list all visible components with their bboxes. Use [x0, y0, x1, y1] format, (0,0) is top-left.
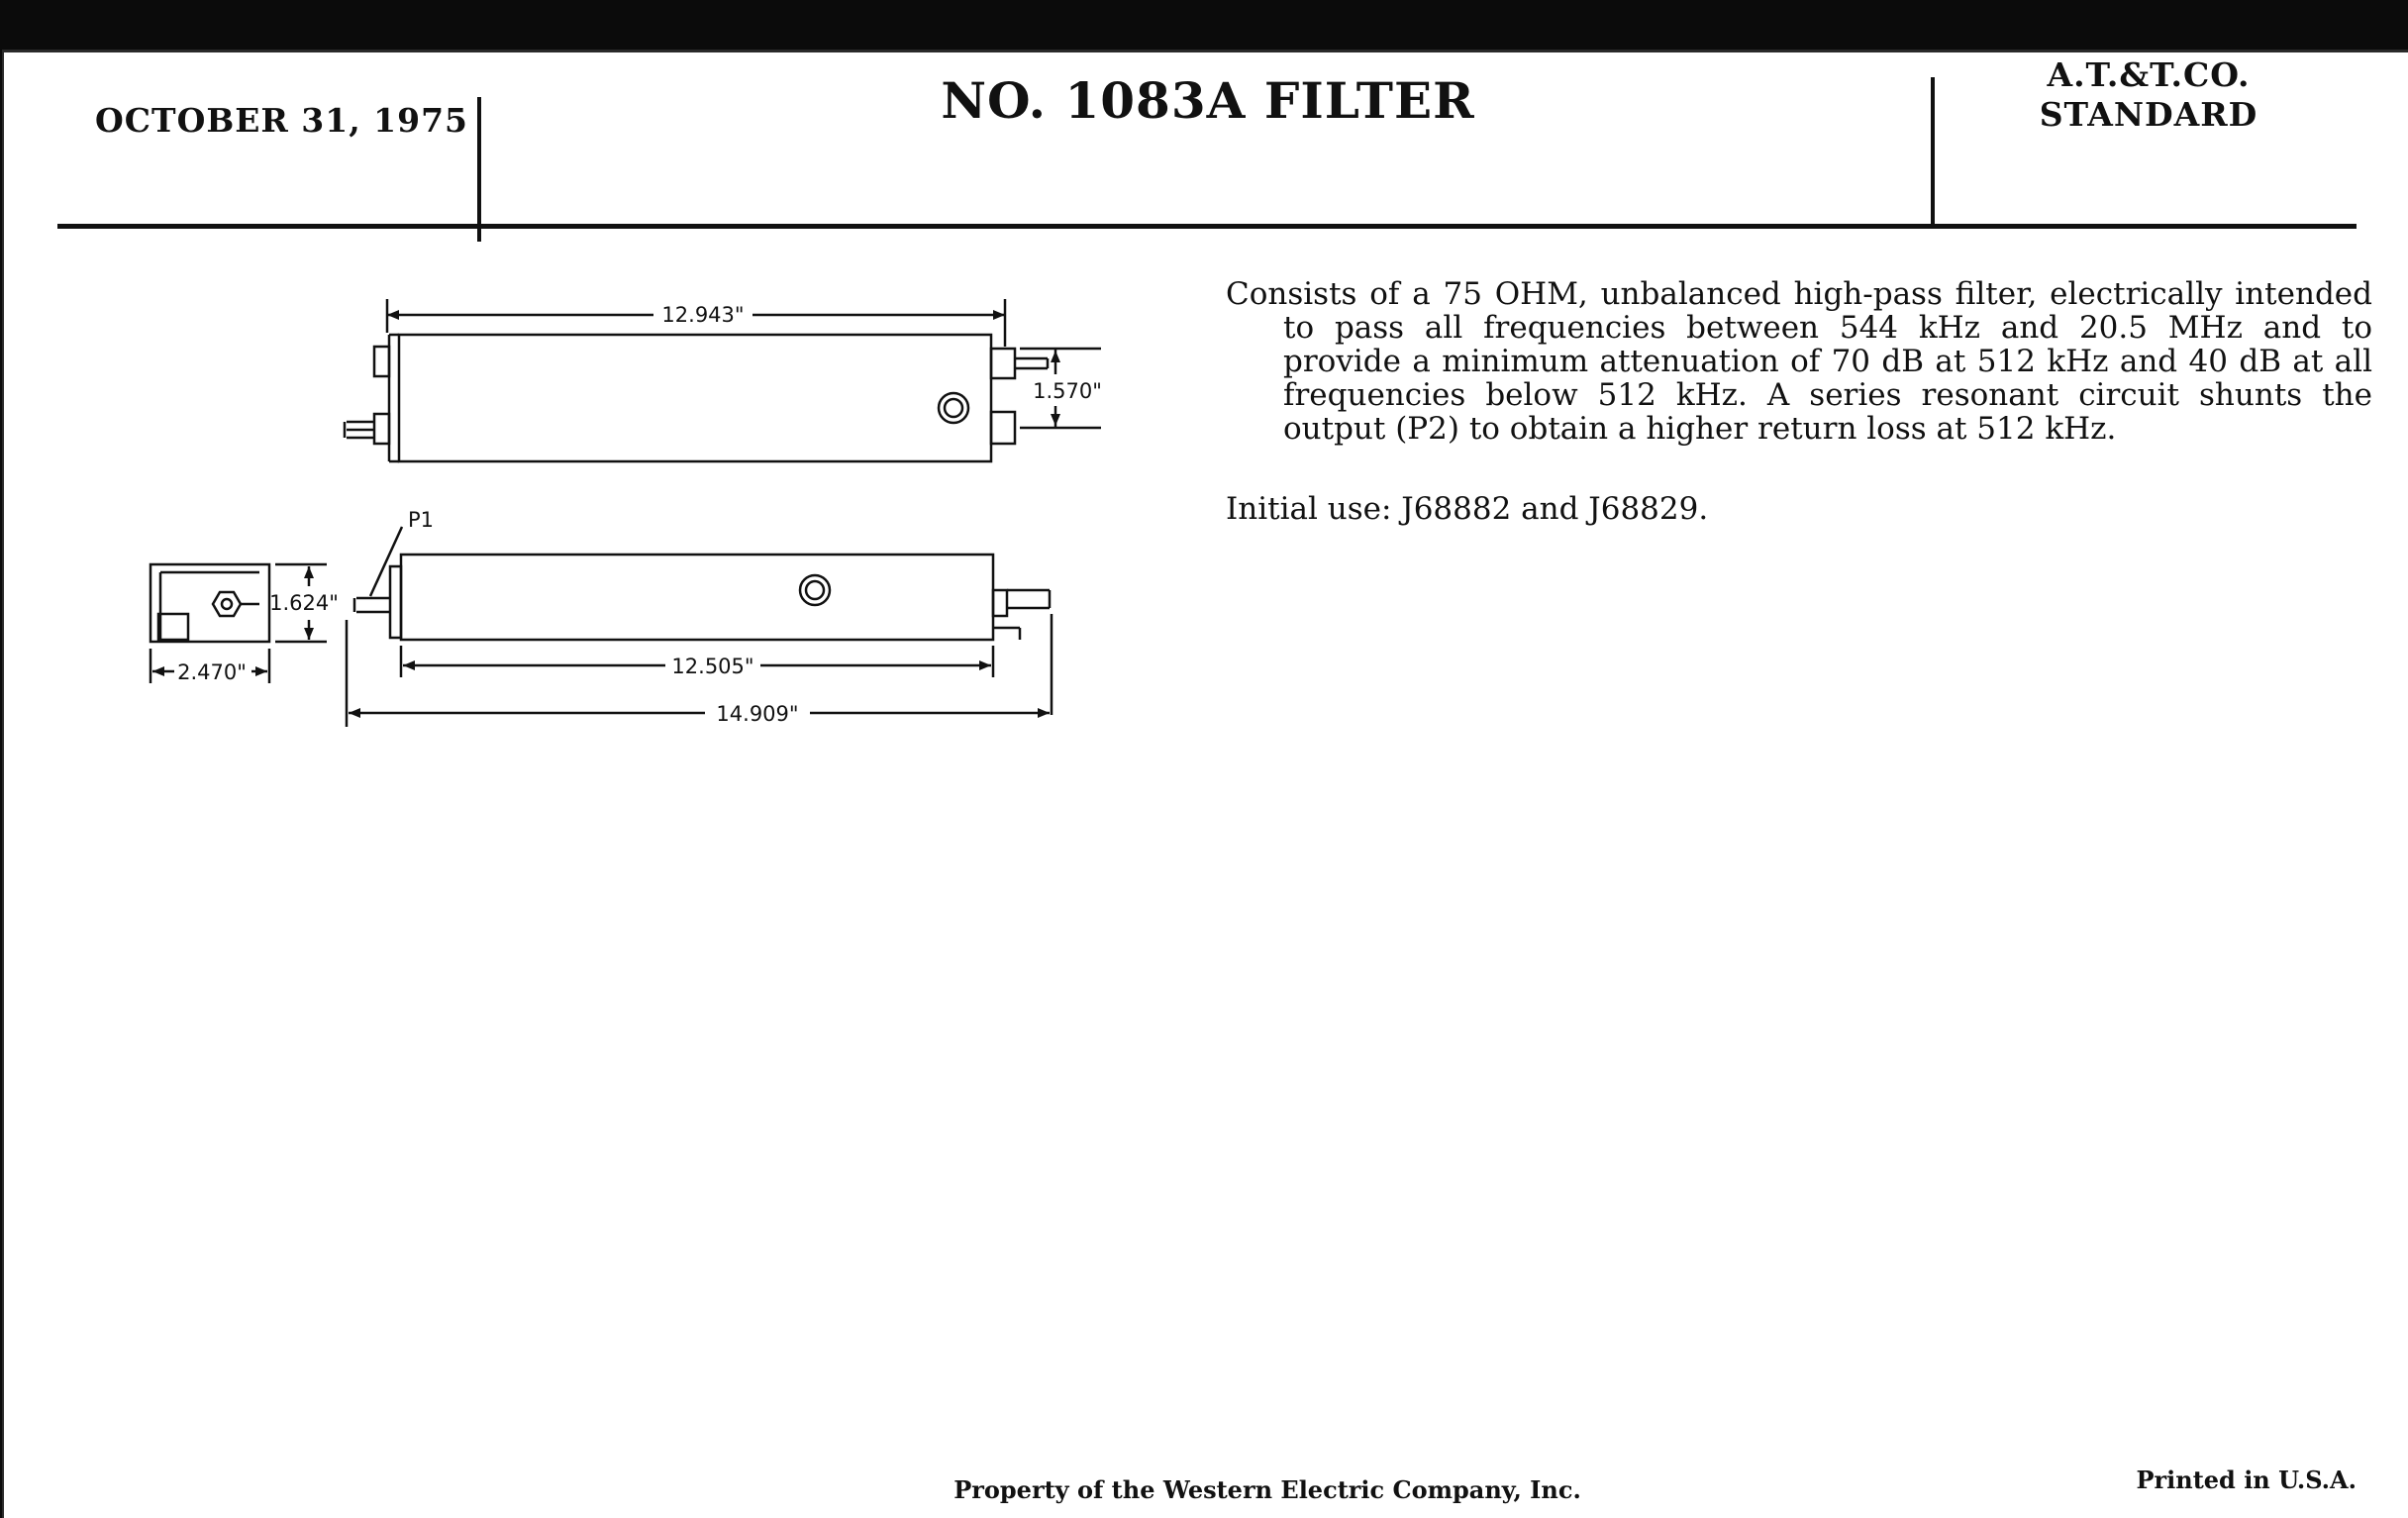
- property-notice: Property of the Western Electric Company, Inc.: [953, 1475, 1581, 1504]
- header-divider-right: [1931, 77, 1935, 224]
- page-title: NO. 1083A FILTER: [941, 71, 1475, 130]
- printed-notice: Printed in U.S.A.: [2136, 1466, 2357, 1494]
- standard-line-1: A.T.&T.CO.: [2047, 55, 2251, 94]
- filter-drawing: [0, 0, 1188, 753]
- description-text: Consists of a 75 OHM, unbalanced high-pass filter, electrically intended to pass all frequencies between 544 kHz and 20.5 MHz and to provide a minimum attenuation of 70 dB at 512 kHz and 40 dB at all frequencies below 512 kHz. A series resonant circuit shunts the output (P2) to obtain a higher return loss at 512 kHz.: [1226, 276, 2372, 447]
- issue-date: OCTOBER 31, 1975: [95, 101, 469, 140]
- dim-top-height: 1.570": [1033, 379, 1102, 403]
- side-view-body: [401, 555, 993, 640]
- standard-label: [1941, 55, 2357, 135]
- dim-end-width: 2.470": [177, 660, 247, 684]
- port-label-p1: P1: [408, 508, 435, 532]
- dim-body-length: 12.505": [671, 655, 754, 678]
- top-view-body: [399, 335, 991, 461]
- dim-end-height: 1.624": [269, 591, 339, 615]
- initial-use: Initial use: J68882 and J68829.: [1226, 491, 1709, 527]
- dim-overall-length: 14.909": [716, 702, 799, 726]
- standard-line-2: STANDARD: [2039, 95, 2258, 134]
- dim-top-length: 12.943": [661, 303, 745, 327]
